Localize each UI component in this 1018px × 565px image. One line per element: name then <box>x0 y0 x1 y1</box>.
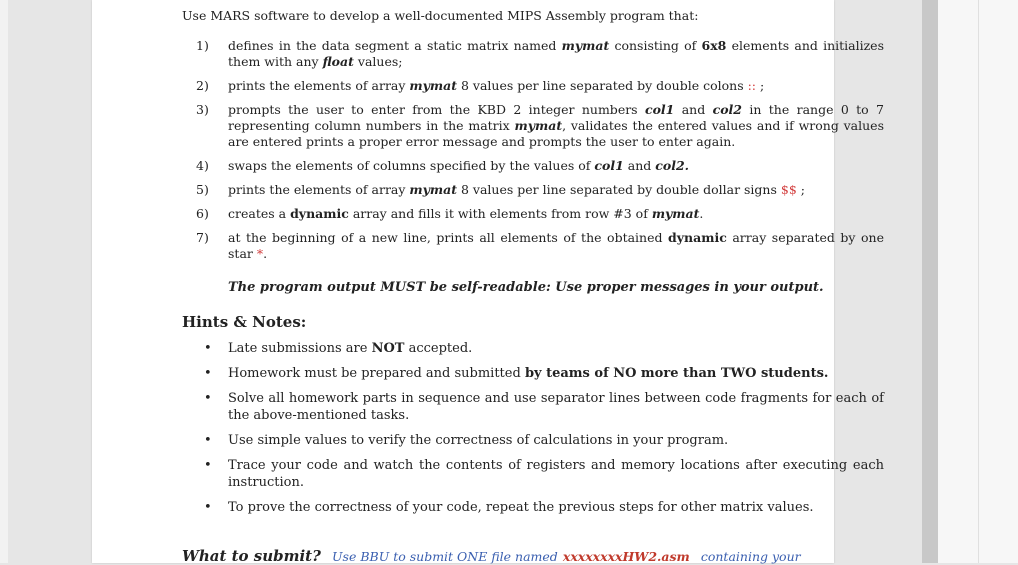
task-item <box>184 102 884 150</box>
text-run: elements and initializes them with any <box>228 38 884 69</box>
task-item <box>184 78 884 94</box>
text-run: 8 values per line separated by double dollar signs <box>457 182 781 197</box>
text-run: col1 <box>594 158 624 173</box>
hint-item <box>184 499 884 516</box>
text-run: array separated by one star <box>228 230 884 261</box>
text-run: . <box>699 206 704 221</box>
text-run: mymat <box>409 182 457 197</box>
text-run: at the beginning of a new line, prints all elements of the obtained <box>228 230 669 245</box>
text-run: To prove the correctness of your code, repeat the previous steps for other matrix values. <box>228 500 814 515</box>
task-list <box>184 38 884 270</box>
bullet-icon: • <box>204 366 212 381</box>
text-run: dynamic <box>668 230 727 245</box>
submit-file-name: xxxxxxxxHW2.asm <box>562 549 690 564</box>
hint-item <box>184 390 884 424</box>
hint-item <box>184 432 884 449</box>
text-run: NOT <box>371 341 405 356</box>
text-run: mymat <box>651 206 700 221</box>
self-readable-note: The program output MUST be self-readable: Use proper messages in your output. <box>228 280 824 295</box>
text-run: 8 values per line separated by double colons <box>457 78 748 93</box>
text-run: Homework must be prepared and submitted <box>228 366 525 381</box>
hint-item <box>184 340 884 357</box>
text-run: $$ <box>780 182 797 197</box>
text-run: prints the elements of array <box>228 78 410 93</box>
task-item <box>184 206 884 222</box>
hints-heading: Hints & Notes: <box>182 313 307 331</box>
left-gutter <box>0 0 8 563</box>
text-run: Use simple values to verify the correctness of calculations in your program. <box>228 433 729 448</box>
text-run: , validates the entered values and if wrong values are entered prints a proper error message and prompts the user to enter again. <box>228 118 884 149</box>
text-run: Solve all homework parts in sequence and use separator lines between code fragments for each of the above-mentioned tasks. <box>228 391 884 423</box>
submit-section <box>182 546 801 565</box>
text-run: dynamic <box>290 206 349 221</box>
task-number: 6) <box>196 206 209 221</box>
task-item <box>184 38 884 70</box>
submit-text-after: containing your <box>700 549 801 564</box>
text-run: mymat <box>409 78 457 93</box>
text-run: and <box>623 158 656 173</box>
task-item <box>184 158 884 174</box>
right-side-pane <box>938 0 1018 563</box>
text-run: col1 <box>644 102 675 117</box>
text-run: * <box>256 246 264 261</box>
text-run: array and fills it with elements from row #3 of <box>348 206 652 221</box>
text-run: :: <box>747 78 757 93</box>
text-run: creates a <box>228 206 291 221</box>
bullet-icon: • <box>204 500 212 515</box>
task-number: 7) <box>196 230 209 245</box>
task-number: 4) <box>196 158 209 173</box>
hints-list <box>184 340 884 524</box>
text-run: by teams of NO more than TWO students. <box>524 366 829 381</box>
text-run: accepted. <box>404 341 473 356</box>
text-run: col2 <box>712 102 742 117</box>
task-item <box>184 230 884 262</box>
submit-heading: What to submit? <box>182 547 321 565</box>
bullet-icon: • <box>204 391 212 406</box>
hint-item <box>184 457 884 491</box>
hint-item <box>184 365 884 382</box>
intro-text: Use MARS software to develop a well-documented MIPS Assembly program that: <box>182 8 699 23</box>
text-run: defines in the data segment a static matrix named <box>228 38 562 53</box>
text-run: Trace your code and watch the contents of registers and memory locations after executing each instruction. <box>228 458 884 490</box>
task-number: 1) <box>196 38 209 53</box>
text-run: 6x8 <box>701 38 727 53</box>
text-run: swaps the elements of columns specified by the values of <box>228 158 595 173</box>
submit-text-before: Use BBU to submit ONE file named <box>332 549 558 564</box>
bullet-icon: • <box>204 341 212 356</box>
text-run: col2. <box>655 158 689 173</box>
text-run: prints the elements of array <box>228 182 410 197</box>
text-run: and <box>674 102 713 117</box>
text-run: consisting of <box>609 38 702 53</box>
text-run: ; <box>756 78 765 93</box>
text-run: Late submissions are <box>228 341 372 356</box>
text-run: . <box>263 246 268 261</box>
document-page <box>92 0 884 565</box>
text-run: mymat <box>514 118 563 133</box>
task-item <box>184 182 884 198</box>
text-run: mymat <box>561 38 610 53</box>
vertical-scrollbar[interactable] <box>922 0 938 563</box>
text-run: prompts the user to enter from the KBD 2 integer numbers <box>228 102 645 117</box>
text-run: values; <box>353 54 403 69</box>
task-number: 3) <box>196 102 209 117</box>
text-run: in the range 0 to 7 representing column numbers in the matrix <box>228 102 884 133</box>
text-run: ; <box>796 182 805 197</box>
text-run: float <box>322 54 354 69</box>
task-number: 5) <box>196 182 209 197</box>
task-number: 2) <box>196 78 209 93</box>
bullet-icon: • <box>204 433 212 448</box>
bullet-icon: • <box>204 458 212 473</box>
